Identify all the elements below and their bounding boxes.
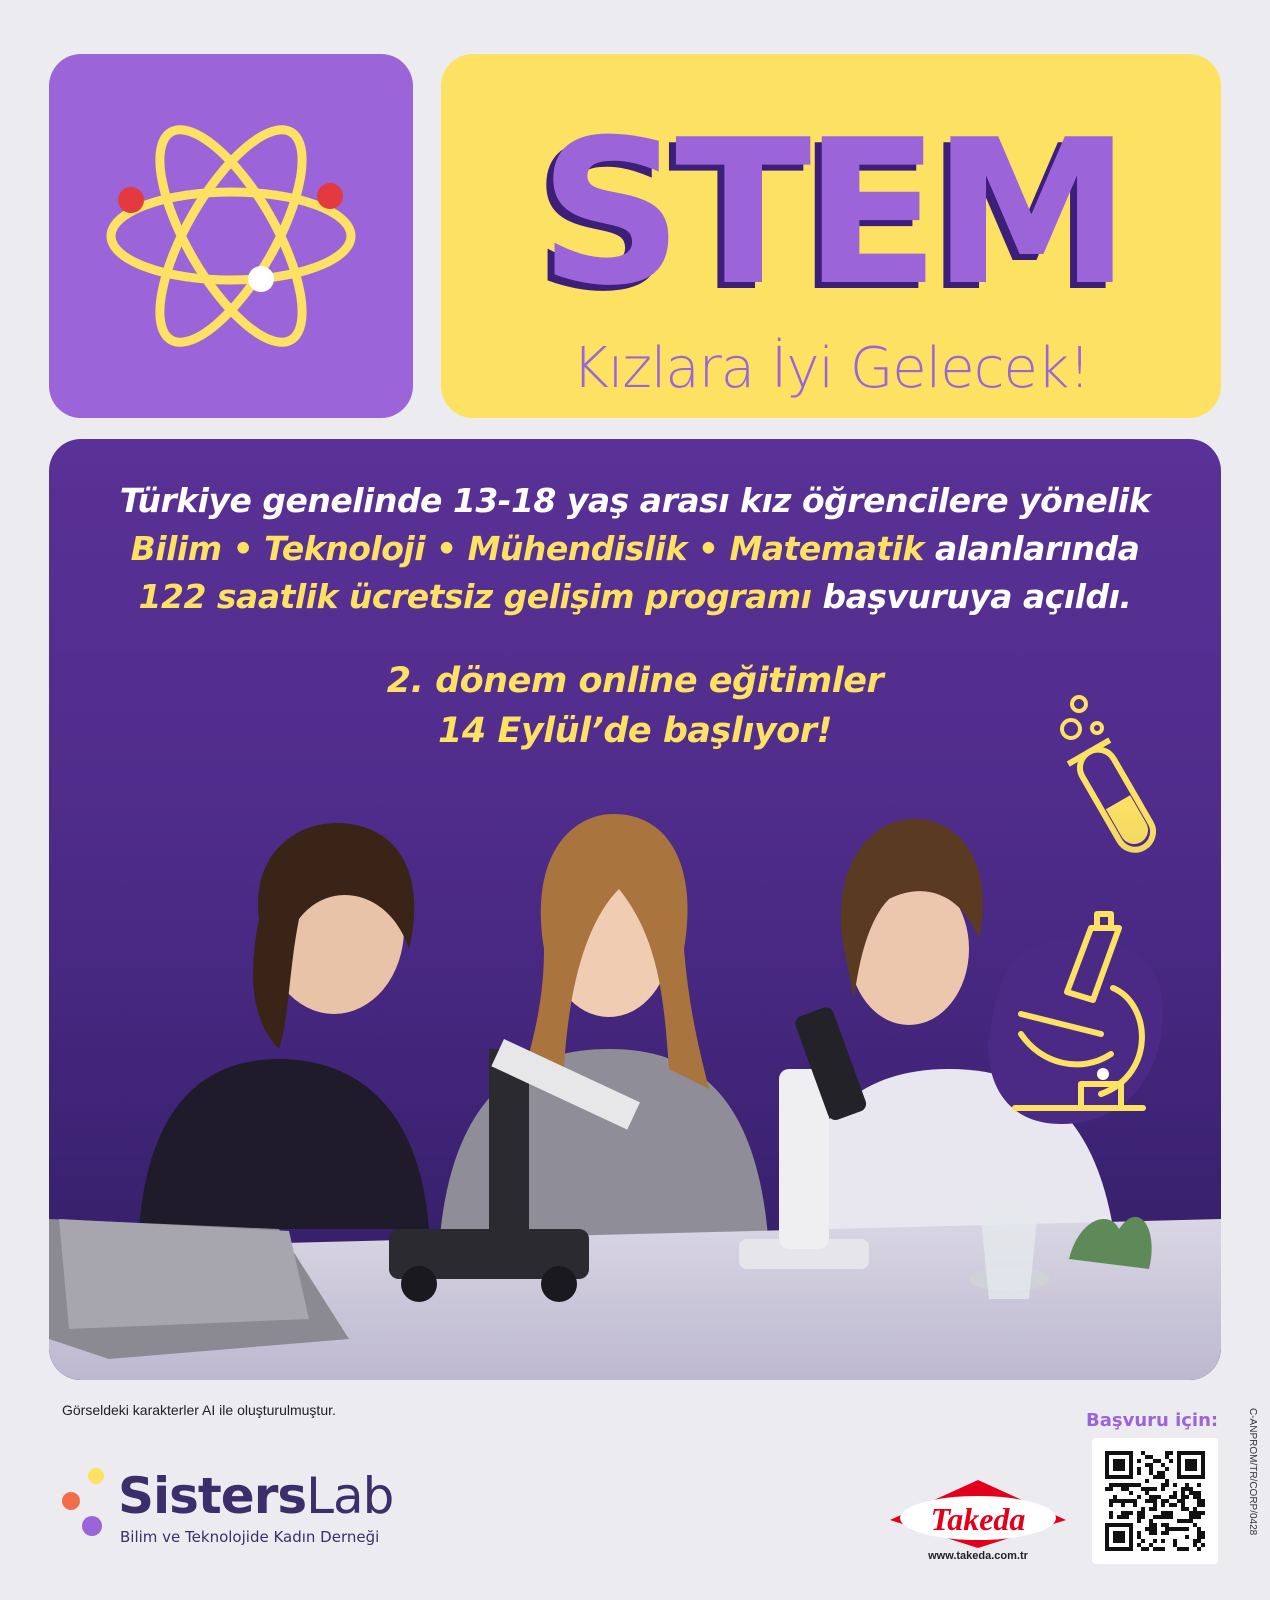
takeda-emblem: [880, 1470, 1076, 1550]
takeda-url[interactable]: www.takeda.com.tr: [928, 1550, 1028, 1562]
fields-suffix: alanlarında: [923, 529, 1140, 568]
term-line-2: 14 Eylül’de başlıyor!: [438, 711, 832, 751]
program-suffix: başvuruya açıldı.: [811, 577, 1132, 616]
apply-label: Başvuru için:: [1086, 1410, 1219, 1431]
term-line-1: 2. dönem online eğitimler: [386, 661, 884, 701]
intro-line: [49, 481, 1221, 520]
stem-title-tile: [441, 54, 1221, 418]
stem-title: STEM: [538, 97, 1124, 330]
atom-icon: [49, 54, 413, 418]
document-code: C-ANPROM/TR/CORP/0428: [1247, 1408, 1258, 1536]
sisterslab-name: SistersLab: [118, 1467, 394, 1525]
apply-qr-code[interactable]: [1092, 1438, 1218, 1564]
atom-tile: [49, 54, 413, 418]
sisterslab-tagline: Bilim ve Teknolojide Kadın Derneği: [120, 1528, 380, 1546]
takeda-wordmark: Takeda: [930, 1501, 1026, 1537]
program-highlight: 122 saatlik ücretsiz gelişim programı: [138, 577, 812, 616]
logo-dot-purple: [82, 1516, 102, 1536]
ai-disclaimer: Görseldeki karakterler AI ile oluşturulmuştur.: [62, 1402, 336, 1418]
stem-fields: Bilim • Teknoloji • Mühendislik • Matematik: [130, 529, 924, 568]
microscope-icon: [981, 904, 1171, 1134]
intro-text: Türkiye genelinde 13-18 yaş arası kız öğrencilere yönelik: [119, 481, 1151, 520]
announcement-panel: [49, 439, 1221, 1380]
logo-dot-yellow: [88, 1468, 104, 1484]
logo-dot-orange: [62, 1492, 80, 1510]
fields-line: [49, 529, 1221, 568]
program-line: [49, 577, 1221, 616]
qr-code-icon: [1092, 1438, 1218, 1564]
sisterslab-logo: [60, 1466, 440, 1556]
stem-subtitle: Kızlara İyi Gelecek!: [572, 336, 1090, 401]
takeda-logo[interactable]: [880, 1470, 1076, 1570]
